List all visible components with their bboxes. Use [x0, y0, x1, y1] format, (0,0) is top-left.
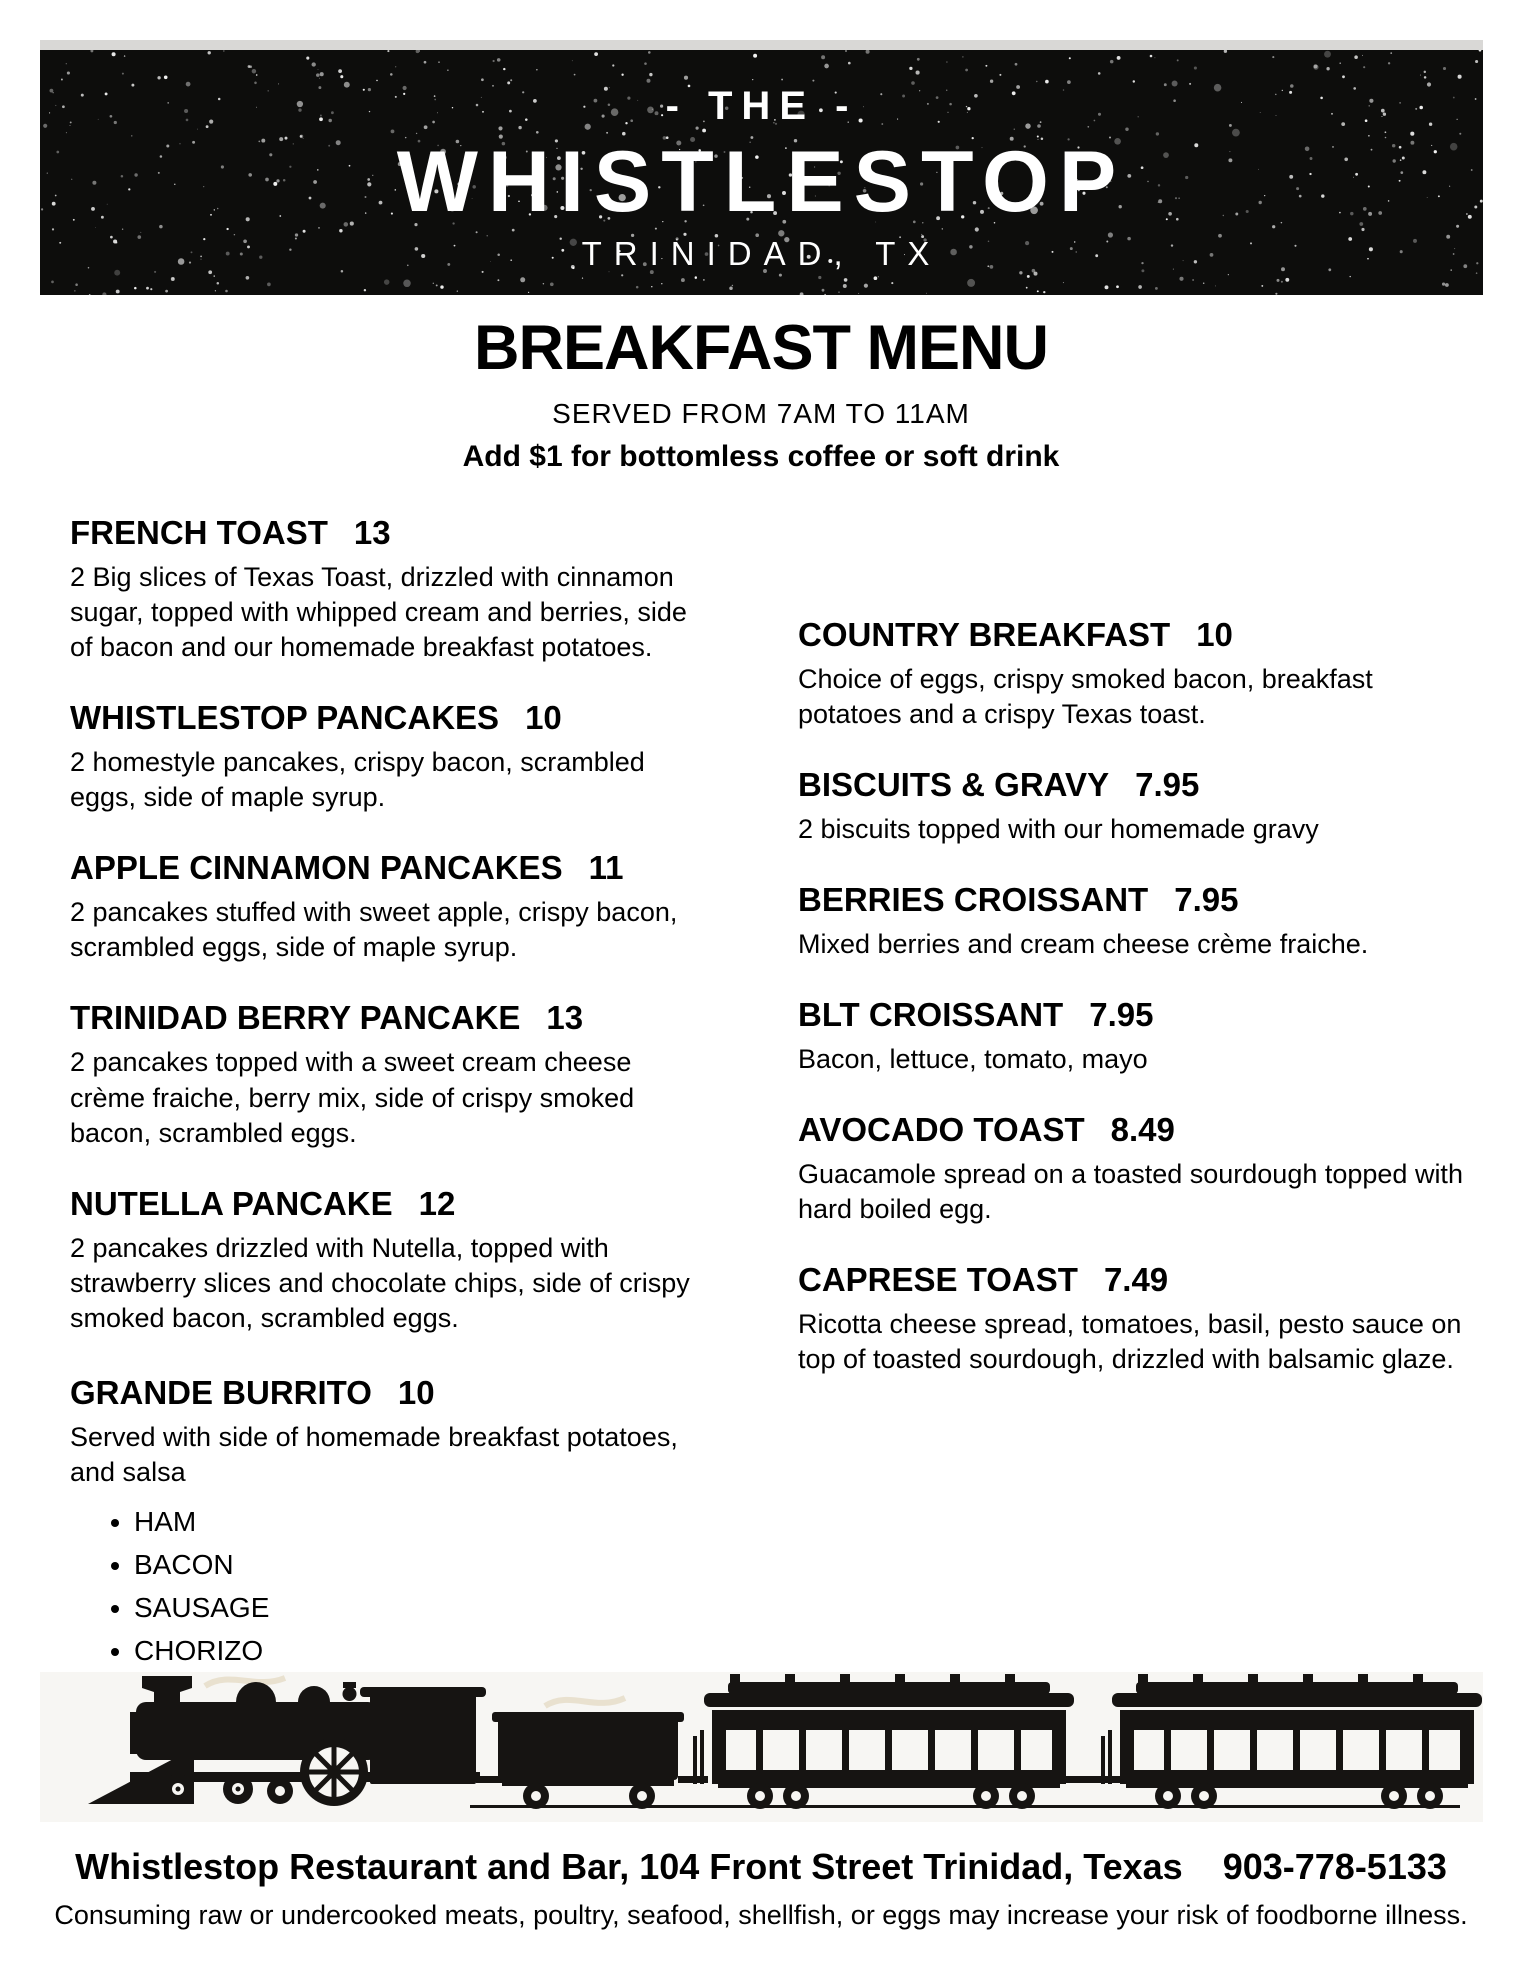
footer-address-line: [0, 1846, 1522, 1888]
item-heading: [70, 1374, 710, 1412]
item-heading: [70, 514, 710, 552]
train-illustration: [40, 1672, 1483, 1822]
menu-columns: [70, 514, 1463, 1704]
page-footer: [0, 1846, 1522, 1931]
menu-item: [798, 1111, 1463, 1227]
item-name: WHISTLESTOP PANCAKES: [70, 699, 500, 737]
item-heading: [798, 1261, 1463, 1299]
item-price: 12: [418, 1184, 456, 1222]
drink-addon-note: Add $1 for bottomless coffee or soft drink: [462, 440, 1060, 473]
menu-header: [0, 312, 1522, 474]
item-price: 7.95: [1089, 996, 1154, 1034]
item-description: Choice of eggs, crispy smoked bacon, breakfast potatoes and a crispy Texas toast.: [798, 663, 1373, 730]
item-description: 2 Big slices of Texas Toast, drizzled with cinnamon sugar, topped with whipped cream and berries, side of bacon and our homemade breakfast potatoes.: [70, 561, 687, 663]
menu-item: [70, 1374, 710, 1670]
restaurant-phone: 903-778-5133: [1222, 1846, 1447, 1887]
item-price: 10: [397, 1373, 435, 1411]
item-name: APPLE CINNAMON PANCAKES: [70, 849, 563, 887]
item-name: GRANDE BURRITO: [70, 1373, 372, 1411]
option-item: • CHORIZO: [134, 1633, 710, 1670]
menu-item: [70, 849, 710, 965]
item-description: Ricotta cheese spread, tomatoes, basil, pesto sauce on top of toasted sourdough, drizzled with balsamic glaze.: [798, 1309, 1462, 1375]
item-name: AVOCADO TOAST: [798, 1111, 1085, 1149]
item-price: 7.49: [1103, 1261, 1169, 1299]
item-heading: [798, 1111, 1463, 1149]
item-name: CAPRESE TOAST: [798, 1261, 1078, 1299]
item-description: Bacon, lettuce, tomato, mayo: [798, 1044, 1148, 1075]
item-heading: [798, 616, 1463, 654]
item-heading: [70, 1185, 710, 1223]
menu-item: [70, 1185, 710, 1336]
item-heading: [798, 881, 1463, 919]
item-price: 11: [588, 849, 624, 887]
item-description: 2 biscuits topped with our homemade gravy: [798, 814, 1319, 845]
item-name: COUNTRY BREAKFAST: [798, 616, 1171, 653]
menu-item: [70, 999, 710, 1150]
menu-item: [70, 699, 710, 815]
item-description: 2 homestyle pancakes, crispy bacon, scrambled eggs, side of maple syrup.: [70, 747, 645, 813]
page-top-edge: [40, 40, 1483, 50]
served-hours-note: SERVED FROM 7AM TO 11AM: [552, 398, 970, 429]
option-item: • SAUSAGE: [134, 1590, 710, 1627]
item-options-list: [70, 1504, 710, 1670]
item-price: 7.95: [1174, 881, 1239, 919]
item-description: 2 pancakes drizzled with Nutella, topped with strawberry slices and chocolate chips, side of crispy smoked bacon, scrambled eggs.: [70, 1232, 690, 1333]
item-name: NUTELLA PANCAKE: [70, 1184, 393, 1222]
item-name: BLT CROISSANT: [798, 996, 1064, 1034]
item-name: BISCUITS & GRAVY: [798, 766, 1110, 804]
menu-item: [798, 881, 1463, 962]
item-price: 10: [525, 699, 562, 737]
option-item: • HAM: [134, 1504, 710, 1541]
menu-item: [798, 766, 1463, 847]
item-description: Mixed berries and cream cheese crème fraiche.: [798, 929, 1369, 960]
item-price: 10: [1196, 616, 1233, 653]
restaurant-address: Whistlestop Restaurant and Bar, 104 Front Street Trinidad, Texas: [75, 1846, 1183, 1887]
item-price: 13: [546, 999, 584, 1037]
menu-column-right: [798, 514, 1463, 1704]
item-heading: [70, 849, 710, 887]
menu-item: [798, 996, 1463, 1077]
item-name: TRINIDAD BERRY PANCAKE: [70, 999, 521, 1037]
steam-train-silhouette-icon: [40, 1672, 1483, 1822]
item-price: 13: [353, 514, 391, 551]
menu-item: [798, 616, 1463, 732]
logo-text-group: [40, 50, 1483, 295]
logo-the: - THE -: [665, 84, 858, 128]
item-description: 2 pancakes topped with a sweet cream cheese crème fraiche, berry mix, side of crispy smoked bacon, scrambled eggs.: [70, 1047, 635, 1148]
item-description: 2 pancakes stuffed with sweet apple, crispy bacon, scrambled eggs, side of maple syrup.: [70, 897, 678, 963]
item-price: 8.49: [1110, 1111, 1175, 1149]
item-heading: [798, 766, 1463, 804]
logo-title: WHISTLESTOP: [396, 134, 1127, 230]
logo-location: TRINIDAD, TX: [581, 235, 942, 272]
page-title: BREAKFAST MENU: [473, 313, 1048, 383]
item-description: Guacamole spread on a toasted sourdough topped with hard boiled egg.: [798, 1159, 1463, 1225]
restaurant-logo-banner: [40, 50, 1483, 295]
menu-item: [798, 1261, 1463, 1377]
health-disclaimer: Consuming raw or undercooked meats, poultry, seafood, shellfish, or eggs may increase your risk of foodborne illness.: [54, 1900, 1468, 1930]
item-heading: [70, 999, 710, 1037]
item-description: Served with side of homemade breakfast potatoes, and salsa: [70, 1421, 678, 1487]
item-heading: [70, 699, 710, 737]
option-item: • BACON: [134, 1547, 710, 1584]
item-name: FRENCH TOAST: [70, 514, 328, 551]
item-price: 7.95: [1135, 766, 1200, 804]
menu-item: [70, 514, 710, 665]
menu-column-left: [70, 514, 710, 1704]
item-heading: [798, 996, 1463, 1034]
item-name: BERRIES CROISSANT: [798, 881, 1149, 919]
